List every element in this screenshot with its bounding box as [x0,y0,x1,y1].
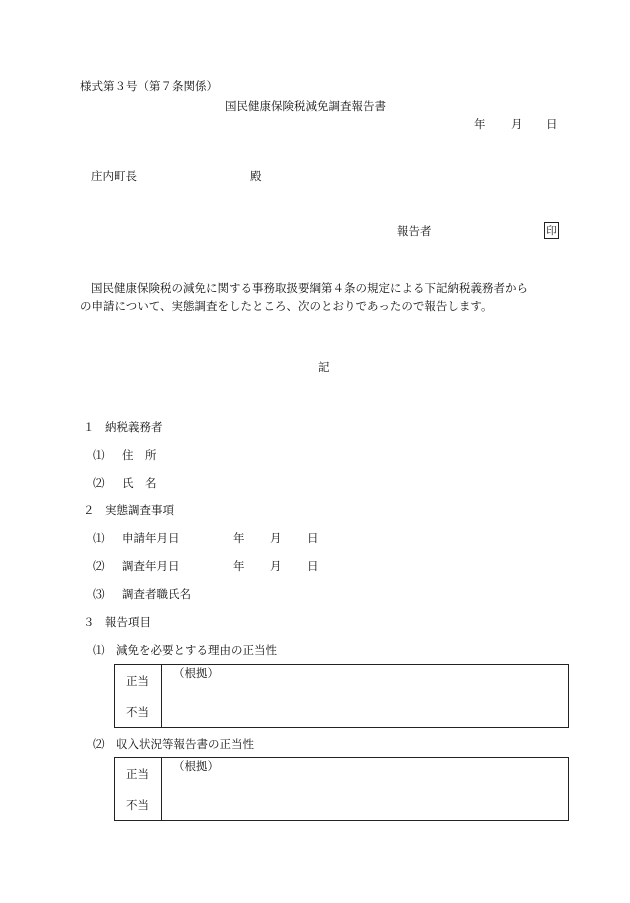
ki-heading: 記 [318,360,330,374]
section2-item2-label: 調査年月日 [122,559,180,573]
date-year-label: 年 [474,117,486,131]
basis-note: （根拠） [173,666,219,680]
section2-item1-label: 申請年月日 [122,531,180,545]
section2-item3-num: ⑶ [93,587,105,601]
option-valid: 正当 [126,767,149,781]
section2-item1-month: 月 [270,531,282,545]
section1-title: 納税義務者 [105,420,163,434]
section3-title: 報告項目 [105,615,151,629]
section3-item1-num: ⑴ [93,643,105,657]
section2-item2-year: 年 [233,559,245,573]
section2-item2-day: 日 [307,559,319,573]
form-number: 様式第３号（第７条関係） [80,79,218,93]
date-month-label: 月 [511,117,523,131]
section3-item2-label: 収入状況等報告書の正当性 [116,737,254,751]
section1-item1-num: ⑴ [93,448,105,462]
option-invalid: 不当 [126,705,149,719]
section3-item2-num: ⑵ [93,737,105,751]
section2-item2-month: 月 [270,559,282,573]
section2-item3-label: 調査者職氏名 [122,587,191,601]
section2-item1-num: ⑴ [93,531,105,545]
addressee-name: 庄内町長 [91,169,137,183]
section2-title: 実態調査事項 [105,503,174,517]
box-divider [161,665,162,727]
option-invalid: 不当 [126,798,149,812]
option-valid: 正当 [126,674,149,688]
section2-number: ２ [83,503,95,517]
section2-item2-num: ⑵ [93,559,105,573]
income-report-validity-box [114,757,569,821]
section1-item2-label: 氏 名 [122,476,157,490]
addressee-honorific: 殿 [250,169,262,183]
section1-number: １ [83,420,95,434]
box-divider [161,758,162,820]
section1-item1-label: 住 所 [122,448,157,462]
basis-note: （根拠） [173,759,219,773]
body-text-line-1: 国民健康保険税の減免に関する事務取扱要綱第４条の規定による下記納税義務者から [91,281,528,295]
body-text-line-2: の申請について、実態調査をしたところ、次のとおりであったので報告します。 [80,299,493,313]
seal-mark: 印 [544,222,559,239]
section2-item1-day: 日 [307,531,319,545]
reporter-label: 報告者 [397,224,432,238]
section1-item2-num: ⑵ [93,476,105,490]
section3-item1-label: 減免を必要とする理由の正当性 [116,643,277,657]
date-day-label: 日 [546,117,558,131]
section2-item1-year: 年 [233,531,245,545]
page-title: 国民健康保険税減免調査報告書 [225,99,386,113]
section3-number: ３ [83,615,95,629]
reason-validity-box [114,664,569,728]
